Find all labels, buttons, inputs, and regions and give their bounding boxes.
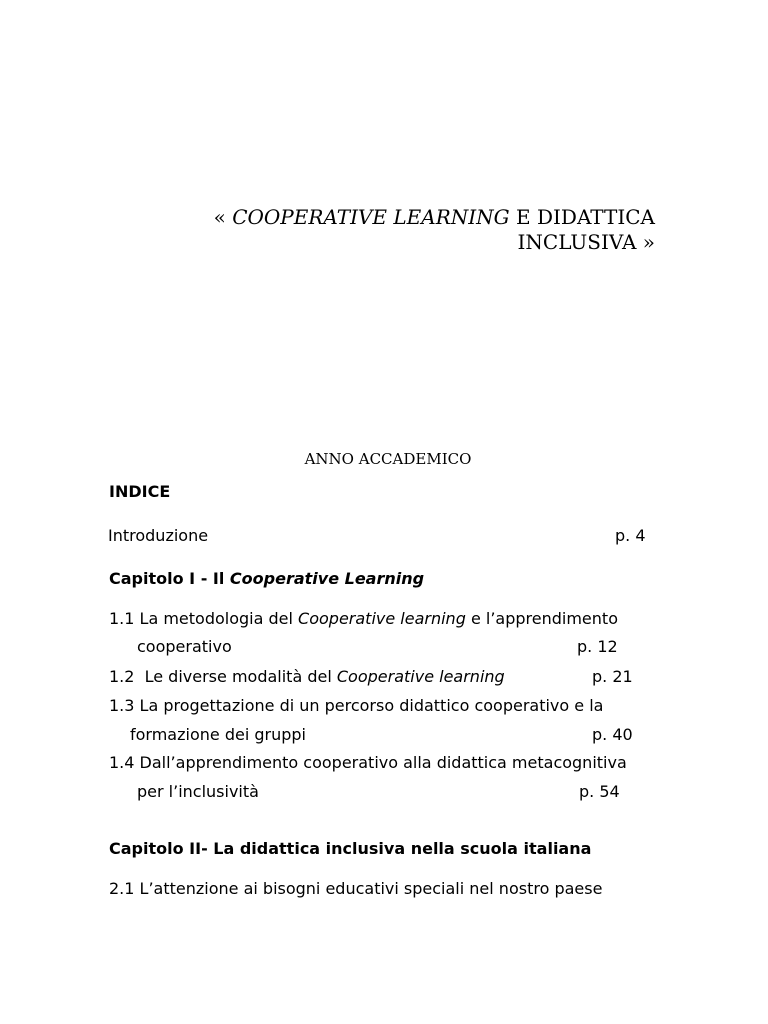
academic-year: ANNO ACCADEMICO xyxy=(304,450,472,468)
toc-intro-page: p. 4 xyxy=(615,526,646,545)
toc-section-2-1: 2.1 L’attenzione ai bisogni educativi speciali nel nostro paese xyxy=(109,879,603,898)
toc-section-1-2-page: p. 21 xyxy=(592,667,633,686)
title-line-1: « COOPERATIVE LEARNING E DIDATTICA xyxy=(213,205,655,229)
chapter-2-heading: Capitolo II- La didattica inclusiva nella scuola italiana xyxy=(109,839,592,858)
toc-section-1-2: 1.2 Le diverse modalità del Cooperative learning xyxy=(109,667,505,686)
toc-section-1-1: 1.1 La metodologia del Cooperative learning e l’apprendimento xyxy=(109,609,618,628)
toc-section-1-3-cont: formazione dei gruppi xyxy=(130,725,306,744)
toc-section-1-4-page: p. 54 xyxy=(579,782,620,801)
toc-section-1-1-page: p. 12 xyxy=(577,637,618,656)
index-heading: INDICE xyxy=(109,482,171,501)
title-italic: COOPERATIVE LEARNING xyxy=(232,205,510,229)
toc-section-1-4-cont: per l’inclusività xyxy=(137,782,259,801)
toc-section-1-3-page: p. 40 xyxy=(592,725,633,744)
chapter-1-heading: Capitolo I - Il Cooperative Learning xyxy=(109,569,425,588)
toc-section-1-3: 1.3 La progettazione di un percorso didattico cooperativo e la xyxy=(109,696,604,715)
title-line-2: INCLUSIVA » xyxy=(517,230,655,254)
toc-section-1-1-cont: cooperativo xyxy=(137,637,232,656)
toc-section-1-4: 1.4 Dall’apprendimento cooperativo alla didattica metacognitiva xyxy=(109,753,627,772)
toc-intro-label: Introduzione xyxy=(108,526,209,545)
